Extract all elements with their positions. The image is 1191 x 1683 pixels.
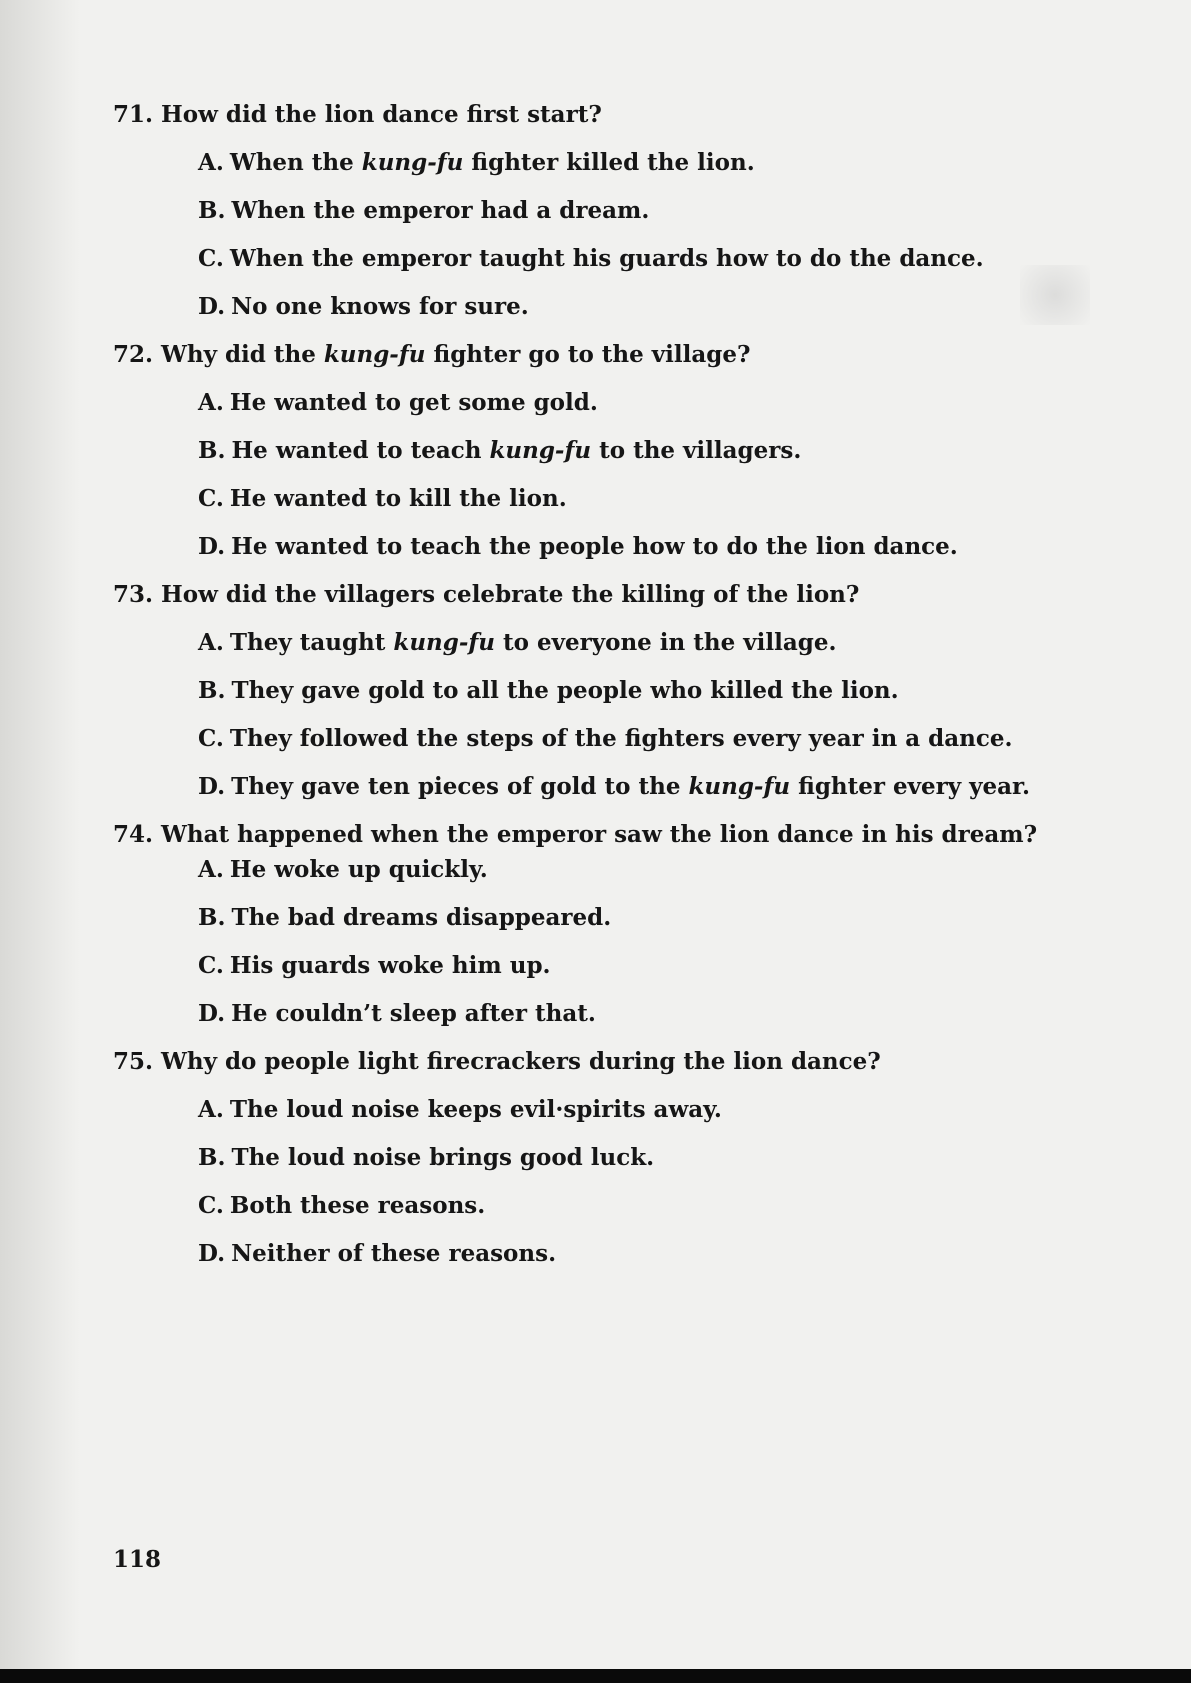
question-stem xyxy=(113,580,1113,609)
question-73 xyxy=(113,580,1113,801)
question-74 xyxy=(113,820,1113,1028)
answer-option-a xyxy=(198,628,1113,657)
option-letter: A. xyxy=(198,856,224,883)
option-text: They gave ten pieces of gold to the xyxy=(231,773,689,800)
answer-option-a xyxy=(198,388,1113,417)
answer-option-b xyxy=(198,196,1113,225)
option-letter: A. xyxy=(198,389,224,416)
question-text: What happened when the emperor saw the lion dance in his dream? xyxy=(161,821,1038,848)
page-number: 118 xyxy=(113,1546,162,1573)
option-letter: B. xyxy=(198,904,226,931)
option-text: The bad dreams disappeared. xyxy=(231,904,612,931)
option-letter: C. xyxy=(198,485,224,512)
answer-option-a xyxy=(198,148,1113,177)
option-text: He wanted to kill the lion. xyxy=(229,485,567,512)
option-text: The loud noise brings good luck. xyxy=(231,1144,655,1171)
question-stem xyxy=(113,1047,1113,1076)
option-text: They gave gold to all the people who killed the lion. xyxy=(231,677,899,704)
question-number: 74. xyxy=(113,821,154,848)
question-75 xyxy=(113,1047,1113,1268)
answer-option-c xyxy=(198,1191,1113,1220)
option-letter: B. xyxy=(198,677,226,704)
option-text: No one knows for sure. xyxy=(231,293,529,320)
answer-option-d xyxy=(198,1239,1113,1268)
option-letter: A. xyxy=(198,629,224,656)
answer-option-c xyxy=(198,951,1113,980)
option-text: When the xyxy=(229,149,362,176)
question-text: Why did the xyxy=(161,341,324,368)
page-edge-shadow xyxy=(0,0,80,1683)
option-text: They taught xyxy=(229,629,394,656)
option-text-tail: to the villagers. xyxy=(591,437,802,464)
option-letter: C. xyxy=(198,952,224,979)
answer-option-b xyxy=(198,1143,1113,1172)
answer-option-b xyxy=(198,676,1113,705)
option-emphasis: kung-fu xyxy=(361,149,464,176)
option-letter: D. xyxy=(198,1000,226,1027)
answer-option-c xyxy=(198,244,1113,273)
option-text-tail: fighter killed the lion. xyxy=(463,149,755,176)
option-letter: D. xyxy=(198,533,226,560)
option-text-tail: to everyone in the village. xyxy=(495,629,837,656)
answer-option-c xyxy=(198,724,1113,753)
answer-option-b xyxy=(198,436,1113,465)
answer-option-c xyxy=(198,484,1113,513)
option-text: He couldn’t sleep after that. xyxy=(231,1000,596,1027)
question-number: 73. xyxy=(113,581,154,608)
answer-option-d xyxy=(198,292,1113,321)
question-number: 71. xyxy=(113,101,154,128)
option-text: When the emperor taught his guards how to do the dance. xyxy=(229,245,984,272)
option-letter: C. xyxy=(198,245,224,272)
option-text: When the emperor had a dream. xyxy=(231,197,650,224)
option-letter: D. xyxy=(198,773,226,800)
answer-option-a xyxy=(198,855,1113,884)
question-text: How did the lion dance first start? xyxy=(161,101,602,128)
option-letter: C. xyxy=(198,1192,224,1219)
option-text: The loud noise keeps evil·spirits away. xyxy=(229,1096,722,1123)
question-text-tail: fighter go to the village? xyxy=(425,341,751,368)
answer-option-a xyxy=(198,1095,1113,1124)
option-text: He wanted to teach xyxy=(231,437,490,464)
option-emphasis: kung-fu xyxy=(393,629,496,656)
question-stem xyxy=(113,820,1113,849)
option-letter: B. xyxy=(198,197,226,224)
answer-option-b xyxy=(198,903,1113,932)
question-text: Why do people light firecrackers during the lion dance? xyxy=(161,1048,881,1075)
option-letter: C. xyxy=(198,725,224,752)
option-text: Both these reasons. xyxy=(229,1192,486,1219)
option-letter: A. xyxy=(198,149,224,176)
option-letter: B. xyxy=(198,1144,226,1171)
question-list xyxy=(113,100,1113,1287)
question-text: How did the villagers celebrate the killing of the lion? xyxy=(161,581,860,608)
option-text: They followed the steps of the fighters every year in a dance. xyxy=(229,725,1013,752)
answer-option-d xyxy=(198,772,1113,801)
scan-bottom-border xyxy=(0,1669,1191,1683)
option-text: He wanted to teach the people how to do the lion dance. xyxy=(231,533,958,560)
option-emphasis: kung-fu xyxy=(688,773,791,800)
option-letter: B. xyxy=(198,437,226,464)
option-emphasis: kung-fu xyxy=(489,437,592,464)
question-number: 72. xyxy=(113,341,154,368)
option-text: Neither of these reasons. xyxy=(231,1240,557,1267)
answer-option-d xyxy=(198,532,1113,561)
option-text: He wanted to get some gold. xyxy=(229,389,598,416)
option-text: His guards woke him up. xyxy=(229,952,551,979)
option-letter: D. xyxy=(198,1240,226,1267)
question-stem xyxy=(113,100,1113,129)
option-letter: A. xyxy=(198,1096,224,1123)
answer-option-d xyxy=(198,999,1113,1028)
option-text-tail: fighter every year. xyxy=(790,773,1031,800)
question-72 xyxy=(113,340,1113,561)
question-number: 75. xyxy=(113,1048,154,1075)
option-letter: D. xyxy=(198,293,226,320)
question-71 xyxy=(113,100,1113,321)
question-emphasis: kung-fu xyxy=(323,341,426,368)
question-stem xyxy=(113,340,1113,369)
option-text: He woke up quickly. xyxy=(229,856,488,883)
